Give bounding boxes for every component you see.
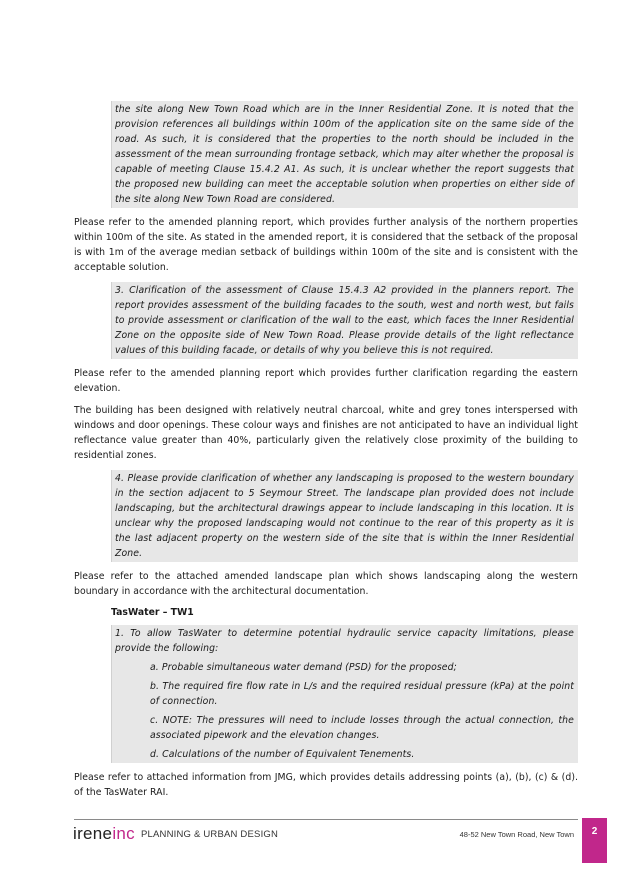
footer-divider <box>74 819 578 820</box>
quote-text-3: 4. Please provide clarification of whether any landscaping is proposed to the western boundary in the section adjacent to 5 Seymour Street. The landscape plan provided does not include landscaping, but the architectural drawings appear to include landscaping in this location. It is unclear why the proposed landscaping would not continue to the rear of this property as it is the last adjacent property on the western side of the site that is within the Inner Residential Zone. <box>115 473 574 559</box>
quote-box-4 <box>111 625 578 763</box>
response-paragraph-3: The building has been designed with relatively neutral charcoal, white and grey tones interspersed with windows and door openings. These colour ways and finishes are not anticipated to have an individual light reflectance value greater than 40%, particularly given the relatively close proximity of the building to residential zones. <box>74 405 578 461</box>
quote-box-1 <box>111 101 578 208</box>
quote-text-2: 3. Clarification of the assessment of Clause 15.4.3 A2 provided in the planners report. The report provides assessment of the building facades to the south, west and north west, but fails to provide assessment or clarification of the wall to the east, which faces the Inner Residential Zone on the opposite side of New Town Road. Please provide details of the light reflectance values of this building facade, or details of why you believe this is not required. <box>115 285 574 356</box>
quote-item-d: d. Calculations of the number of Equivalent Tenements. <box>150 749 415 760</box>
response-paragraph-4: Please refer to the attached amended landscape plan which shows landscaping along the western boundary in accordance with the architectural documentation. <box>74 571 578 597</box>
company-logo <box>73 824 278 844</box>
quote-box-3 <box>111 470 578 562</box>
quote-item-a: a. Probable simultaneous water demand (PSD) for the proposed; <box>150 662 457 673</box>
quote-item-c: c. NOTE: The pressures will need to include losses through the actual connection, the associated pipework and the elevation changes. <box>150 715 574 741</box>
response-paragraph-1: Please refer to the amended planning report, which provides further analysis of the northern properties within 100m of the site. As stated in the amended report, it is considered that the setback of the proposal is with 1m of the average median setback of buildings within 100m of the site and is consistent with the acceptable solution. <box>74 217 578 273</box>
logo-irene: irene <box>73 824 113 843</box>
response-paragraph-5: Please refer to attached information from JMG, which provides details addressing points (a), (b), (c) & (d). of the TasWater RAI. <box>74 772 578 798</box>
footer-address: 48-52 New Town Road, New Town <box>459 830 574 839</box>
page-content <box>74 101 578 800</box>
quote-text-1: the site along New Town Road which are in the Inner Residential Zone. It is noted that the provision references all buildings within 100m of the application site on the same side of the road. As such, it is considered that the properties to the north should be included in the assessment of the mean surrounding frontage setback, which may alter whether the proposal is capable of meeting Clause 15.4.2 A1. As such, it is unclear whether the report suggests that the proposed new building can meet the acceptable solution when properties on either side of the site along New Town Road are considered. <box>115 104 574 205</box>
response-paragraph-2: Please refer to the amended planning report which provides further clarification regarding the eastern elevation. <box>74 368 578 394</box>
page-number: 2 <box>582 818 607 863</box>
quote-item-b: b. The required fire flow rate in L/s and the required residual pressure (kPa) at the point of connection. <box>150 681 574 707</box>
quote-text-4-intro: 1. To allow TasWater to determine potential hydraulic service capacity limitations, please provide the following: <box>115 628 574 654</box>
section-heading-taswater: TasWater – TW1 <box>111 607 194 618</box>
quote-box-2 <box>111 282 578 359</box>
logo-tagline: PLANNING & URBAN DESIGN <box>140 829 279 840</box>
logo-inc: inc <box>112 824 135 843</box>
